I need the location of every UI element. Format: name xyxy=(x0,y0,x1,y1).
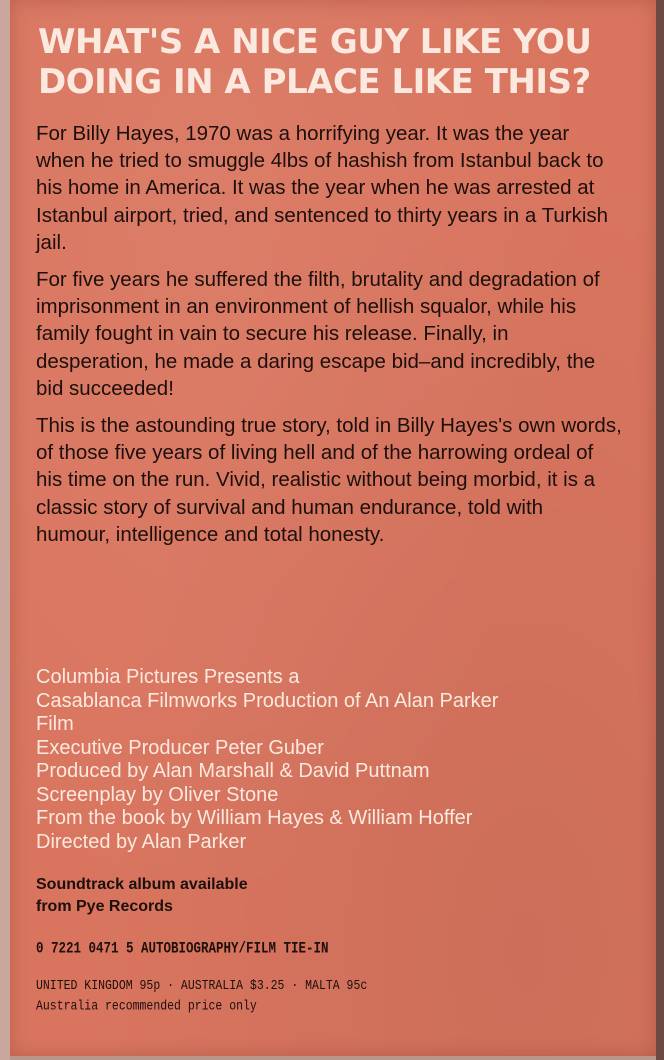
isbn-line: 0 7221 0471 5 AUTOBIOGRAPHY/FILM TIE-IN xyxy=(36,940,329,958)
cover-headline xyxy=(38,22,618,102)
credit-line: Casablanca Filmworks Production of An Alan Parker xyxy=(36,689,499,712)
credit-line: Executive Producer Peter Guber xyxy=(36,736,324,759)
blurb-paragraph-1: For Billy Hayes, 1970 was a horrifying year. It was the year when he tried to smuggle 4lbs of hashish from Istanbul back to his home in America. It was the year when he was arrested at Istanbul airport, tried, and sentenced to thirty years in a Turkish jail. xyxy=(36,122,609,254)
film-credits xyxy=(36,666,626,854)
credit-line: Film xyxy=(36,713,74,735)
credit-line: Screenplay by Oliver Stone xyxy=(36,783,279,806)
blurb-paragraph-2: For five years he suffered the filth, brutality and degradation of imprisonment in an environment of hellish squalor, while his family fought in vain to secure his release. Finally, in desperation, he made a daring escape bid–and incredibly, the bid succeeded! xyxy=(36,268,600,400)
credit-line: Columbia Pictures Presents a xyxy=(36,666,300,688)
blurb-paragraph-3: This is the astounding true story, told in Billy Hayes's own words, of those five years of living hell and of the harrowing ordeal of his time on the run. Vivid, realistic without being morbid, it is a classic story of survival and human endurance, told with humour, intelligence and total honesty. xyxy=(36,414,622,546)
blurb xyxy=(36,120,622,558)
headline-line-1: WHAT'S A NICE GUY LIKE YOU xyxy=(38,22,592,62)
headline-line-2: DOING IN A PLACE LIKE THIS? xyxy=(38,62,591,102)
soundtrack-note xyxy=(36,874,436,918)
credit-line: Produced by Alan Marshall & David Puttnam xyxy=(36,760,430,782)
soundtrack-line-2: from Pye Records xyxy=(36,898,173,915)
soundtrack-line-1: Soundtrack album available xyxy=(36,876,248,893)
spine-edge xyxy=(0,0,10,1060)
price-info xyxy=(36,976,367,1017)
price-note: Australia recommended price only xyxy=(36,998,257,1015)
price-line: UNITED KINGDOM 95p · AUSTRALIA $3.25 · MALTA 95c xyxy=(36,978,368,994)
credit-line: From the book by William Hayes & William Hoffer xyxy=(36,807,473,829)
cover-right-edge xyxy=(656,0,664,1060)
credit-line: Directed by Alan Parker xyxy=(36,830,247,853)
